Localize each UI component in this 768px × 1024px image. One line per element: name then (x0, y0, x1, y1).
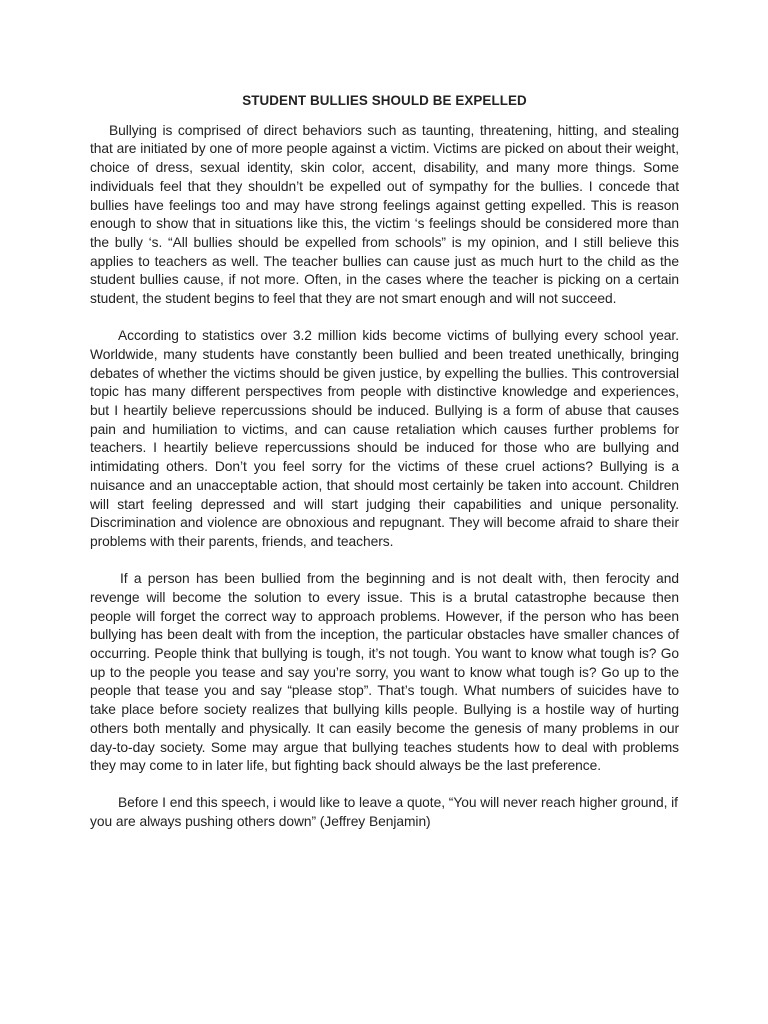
paragraph-3: If a person has been bullied from the beginning and is not dealt with, then ferocity and revenge will become the solution to every issue. This is a brutal catastrophe because then people will forget the correct way to approach problems. However, if the person who has been bullying has been dealt with from the inception, the particular obstacles have smaller chances of occurring. People think that bullying is tough, it’s not tough. You want to know what tough is? Go up to the people you tease and say you’re sorry, you want to know what tough is? Go up to the people that tease you and say “please stop”. That’s tough. What numbers of suicides have to take place before society realizes that bullying kills people. Bullying is a hostile way of hurting others both mentally and physically. It can easily become the genesis of many problems in our day-to-day society. Some may argue that bullying teaches students how to deal with problems they may come to in later life, but fighting back should always be the last preference. (90, 571, 679, 774)
paragraph-2: According to statistics over 3.2 million kids become victims of bullying every school year. Worldwide, many students have constantly been bullied and been treated unethically, bringing debates of whether the victims should be given justice, by expelling the bullies. This controversial topic has many different perspectives from people with distinctive knowledge and experiences, but I heartily believe repercussions should be induced. Bullying is a form of abuse that causes pain and humiliation to victims, and can cause retaliation which causes further problems for teachers. I heartily believe repercussions should be induced for those who are bullying and intimidating others. Don’t you feel sorry for the victims of these cruel actions? Bullying is a nuisance and an unacceptable action, that should most certainly be taken into account. Children will start feeling depressed and will start judging their capabilities and unique personality. Discrimination and violence are obnoxious and repugnant. They will become afraid to share their problems with their parents, friends, and teachers. (90, 328, 679, 549)
document-body (90, 92, 679, 850)
document-title: STUDENT BULLIES SHOULD BE EXPELLED (242, 93, 527, 108)
paragraph-4: Before I end this speech, i would like to leave a quote, “You will never reach higher ground, if you are always pushing others down” (Jeffrey Benjamin) (90, 795, 678, 830)
paragraph-1: Bullying is comprised of direct behaviors such as taunting, threatening, hitting, and stealing that are initiated by one of more people against a victim. Victims are picked on about their weight, choice of dress, sexual identity, skin color, accent, disability, and many more things. Some individuals feel that they shouldn’t be expelled out of sympathy for the bullies. I concede that bullies have feelings too and may have strong feelings against getting expelled. This is reason enough to show that in situations like this, the victim ‘s feelings should be considered more than the bully ‘s. “All bullies should be expelled from schools” is my opinion, and I still believe this applies to teachers as well. The teacher bullies can cause just as much hurt to the child as the student bullies cause, if not more. Often, in the cases where the teacher is picking on a certain student, the student begins to feel that they are not smart enough and will not succeed. (90, 122, 679, 307)
